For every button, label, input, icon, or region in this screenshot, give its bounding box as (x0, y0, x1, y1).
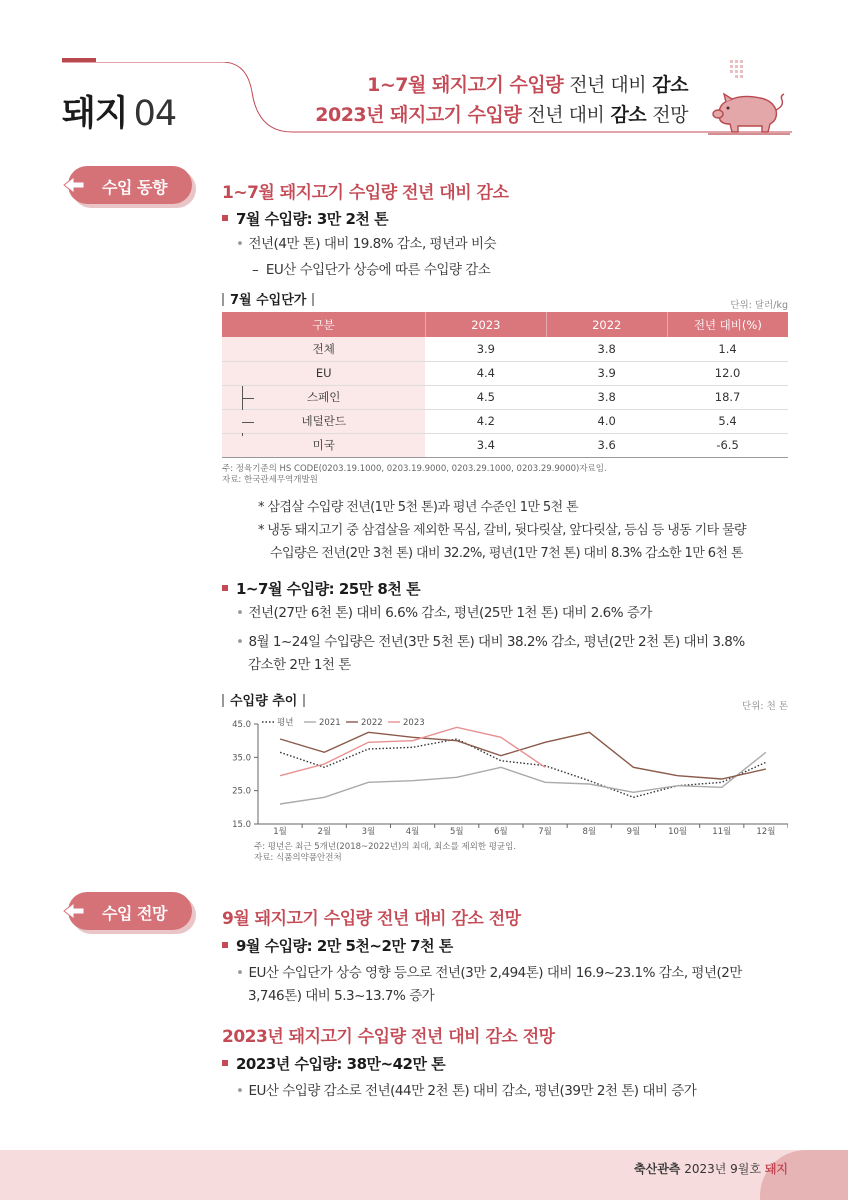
outlook-title-2: 2023년 돼지고기 수입량 전년 대비 감소 전망 (222, 1027, 555, 1047)
series-line-평년 (280, 739, 766, 797)
table-header: 구분 (222, 312, 425, 337)
cell-2022: 3.8 (546, 337, 667, 361)
ytd-bullet-2: • 8월 1~24일 수입량은 전년(3만 5천 톤) 대비 38.2% 감소, 평년(2만 2천 톤) 대비 3.8% 감소한 2만 1천 톤 (236, 634, 745, 673)
july-dash-note: – EU산 수입단가 상승에 따른 수입량 감소 (252, 262, 491, 278)
x-tick-label: 7월 (538, 827, 552, 837)
july-heading (222, 208, 388, 229)
row-label (222, 409, 425, 433)
tab-pill (68, 166, 192, 204)
year-heading (222, 1053, 445, 1074)
y-tick-label: 25.0 (232, 786, 251, 797)
cell-2022: 4.0 (546, 409, 667, 433)
chart-title (222, 690, 311, 709)
headline1-plain: 전년 대비 (569, 74, 647, 96)
headline2-highlight: 2023년 돼지고기 수입량 (315, 104, 522, 126)
cell-yoy: 12.0 (667, 361, 788, 385)
arrow-icon (62, 901, 86, 921)
import-price-table (222, 312, 788, 458)
footer-label: 축산관측 (634, 1162, 681, 1176)
row-label: EU (222, 361, 425, 385)
july-bullet: • 전년(4만 톤) 대비 19.8% 감소, 평년과 비슷 (236, 236, 497, 252)
sep-bullet: • EU산 수입단가 상승 영향 등으로 전년(3만 2,494톤) 대비 16.9~23.1% 감소, 평년(2만 3,746톤) 대비 5.3~13.7% 증가 (236, 965, 742, 1004)
bullet-square (222, 215, 228, 221)
row-label-text: 스페인 (307, 390, 341, 404)
ytd-bullet-1-text: 전년(27만 6천 톤) 대비 6.6% 감소, 평년(25만 1천 톤) 대비 2.6% 증가 (248, 605, 652, 621)
x-tick-label: 5월 (449, 827, 464, 837)
x-tick-label: 4월 (405, 827, 420, 837)
sep-heading (222, 935, 453, 956)
table-header: 2023 (425, 312, 546, 337)
table-row (222, 433, 788, 457)
tab-label: 수입 전망 (102, 904, 167, 923)
page-headline (315, 70, 688, 130)
table-row (222, 385, 788, 409)
ytd-heading-text: 1~7월 수입량: 25만 8천 톤 (236, 580, 421, 598)
footer-issue: 2023년 9월호 (684, 1162, 761, 1176)
cell-2022: 3.6 (546, 433, 667, 457)
chart-title-text: 수입량 추이 (230, 694, 298, 709)
section-number: 04 (133, 94, 177, 134)
x-tick-label: 8월 (582, 827, 597, 837)
row-label: 전체 (222, 337, 425, 361)
tab-pill (68, 892, 192, 930)
outlook-title-1: 9월 돼지고기 수입량 전년 대비 감소 전망 (222, 909, 521, 929)
ytd-bullet-1: • 전년(27만 6천 톤) 대비 6.6% 감소, 평년(25만 1천 톤) 대비 2.6% 증가 (236, 605, 652, 621)
ytd-bullet-2b-text: 감소한 2만 1천 톤 (248, 657, 351, 673)
headline2-plain: 전년 대비 (527, 104, 605, 126)
footer-section: 돼지 (764, 1162, 788, 1176)
y-tick-label: 45.0 (232, 720, 251, 730)
july-bullet-text: 전년(4만 톤) 대비 19.8% 감소, 평년과 비슷 (248, 236, 497, 252)
cell-2023: 4.2 (425, 409, 546, 433)
star-note-1: * 삼겹살 수입량 전년(1만 5천 톤)과 평년 수준인 1만 5천 톤 (258, 500, 579, 515)
cell-2022: 3.9 (546, 361, 667, 385)
table-note-1: 주: 정육기준의 HS CODE(0203.19.1000, 0203.19.9000, 0203.29.1000, 0203.29.9000)자료임. (222, 464, 607, 474)
series-line-2021 (280, 752, 766, 804)
y-tick-label: 15.0 (232, 820, 251, 830)
section-name: 돼지 (62, 94, 128, 134)
july-heading-text: 7월 수입량: 3만 2천 톤 (236, 210, 389, 228)
import-volume-chart (222, 712, 788, 862)
x-tick-label: 9월 (626, 827, 641, 837)
legend-label: 2021 (319, 718, 341, 728)
x-tick-label: 11월 (712, 827, 732, 837)
legend-label: 2022 (361, 718, 383, 728)
cell-2023: 3.4 (425, 433, 546, 457)
headline2-bold: 감소 (610, 104, 647, 126)
x-tick-label: 1월 (273, 827, 287, 837)
table-row (222, 361, 788, 385)
bullet-square (222, 942, 228, 948)
x-tick-label: 10월 (668, 827, 688, 837)
sep-bullet-a-text: EU산 수입단가 상승 영향 등으로 전년(3만 2,494톤) 대비 16.9~23.1% 감소, 평년(2만 (248, 965, 742, 981)
headline1-bold: 감소 (652, 74, 688, 96)
x-tick-label: 12월 (756, 827, 776, 837)
sep-heading-text: 9월 수입량: 2만 5천~2만 7천 톤 (236, 937, 453, 955)
bullet-square (222, 585, 228, 591)
cell-yoy: 18.7 (667, 385, 788, 409)
cell-2022: 3.8 (546, 385, 667, 409)
y-tick-label: 35.0 (232, 753, 251, 764)
cell-yoy: -6.5 (667, 433, 788, 457)
ytd-bullet-2a-text: 8월 1~24일 수입량은 전년(3만 5천 톤) 대비 38.2% 감소, 평년(2만 2천 톤) 대비 3.8% (248, 634, 745, 650)
bullet-square (222, 1060, 228, 1066)
row-label (222, 385, 425, 409)
arrow-icon (62, 175, 86, 195)
star-note-2b: 수입량은 전년(2만 3천 톤) 대비 32.2%, 평년(1만 7천 톤) 대비 8.3% 감소한 1만 6천 톤 (270, 546, 743, 561)
headline1-highlight: 1~7월 돼지고기 수입량 (367, 74, 564, 96)
row-label-text: 네덜란드 (301, 414, 346, 428)
chart-note-1: 주: 평년은 최근 5개년(2018~2022년)의 최대, 최소를 제외한 평균임. (254, 842, 517, 852)
cell-yoy: 1.4 (667, 337, 788, 361)
table-header-row (222, 312, 788, 337)
headline-line-2 (315, 100, 688, 130)
year-bullet-text: EU산 수입량 감소로 전년(44만 2천 톤) 대비 감소, 평년(39만 2천 톤) 대비 증가 (248, 1083, 697, 1099)
cell-2023: 4.4 (425, 361, 546, 385)
tab-label: 수입 동향 (102, 178, 167, 197)
legend-label: 평년 (277, 718, 294, 728)
table-note-2: 자료: 한국관세무역개발원 (222, 475, 318, 485)
table-header: 2022 (546, 312, 667, 337)
year-bullet: • EU산 수입량 감소로 전년(44만 2천 톤) 대비 감소, 평년(39만 2천 톤) 대비 증가 (236, 1083, 697, 1099)
year-heading-text: 2023년 수입량: 38만~42만 톤 (236, 1055, 446, 1073)
table-unit: 단위: 달러/kg (730, 300, 788, 311)
x-tick-label: 6월 (494, 827, 508, 837)
tab-import-trend (62, 166, 192, 206)
table-header: 전년 대비(%) (667, 312, 788, 337)
headline2-tail: 전망 (652, 104, 688, 126)
table-footnote (222, 464, 607, 486)
pig-icon (706, 58, 792, 144)
table-row (222, 409, 788, 433)
cell-yoy: 5.4 (667, 409, 788, 433)
x-tick-label: 2월 (317, 827, 332, 837)
chart-footnote (254, 842, 516, 864)
section-title (62, 86, 176, 136)
footer-text (634, 1160, 788, 1177)
row-label: 미국 (222, 433, 425, 457)
tab-import-outlook (62, 892, 192, 932)
cell-2023: 3.9 (425, 337, 546, 361)
cell-2023: 4.5 (425, 385, 546, 409)
ytd-heading (222, 578, 420, 599)
headline-line-1 (315, 70, 688, 100)
x-tick-label: 3월 (361, 827, 376, 837)
star-note-2a: * 냉동 돼지고기 중 삼겹살을 제외한 목심, 갈비, 뒷다릿살, 앞다릿살, 등심 등 냉동 기타 물량 (258, 523, 747, 538)
table-title (222, 289, 320, 308)
trend-title: 1~7월 돼지고기 수입량 전년 대비 감소 (222, 183, 509, 203)
table-row (222, 337, 788, 361)
july-dash-text: EU산 수입단가 상승에 따른 수입량 감소 (265, 262, 491, 278)
legend-label: 2023 (403, 718, 425, 728)
chart-unit: 단위: 천 톤 (742, 701, 788, 712)
sep-bullet-b-text: 3,746톤) 대비 5.3~13.7% 증가 (248, 988, 435, 1004)
table-title-text: 7월 수입단가 (230, 293, 307, 308)
chart-note-2: 자료: 식품의약품안전처 (254, 853, 342, 863)
